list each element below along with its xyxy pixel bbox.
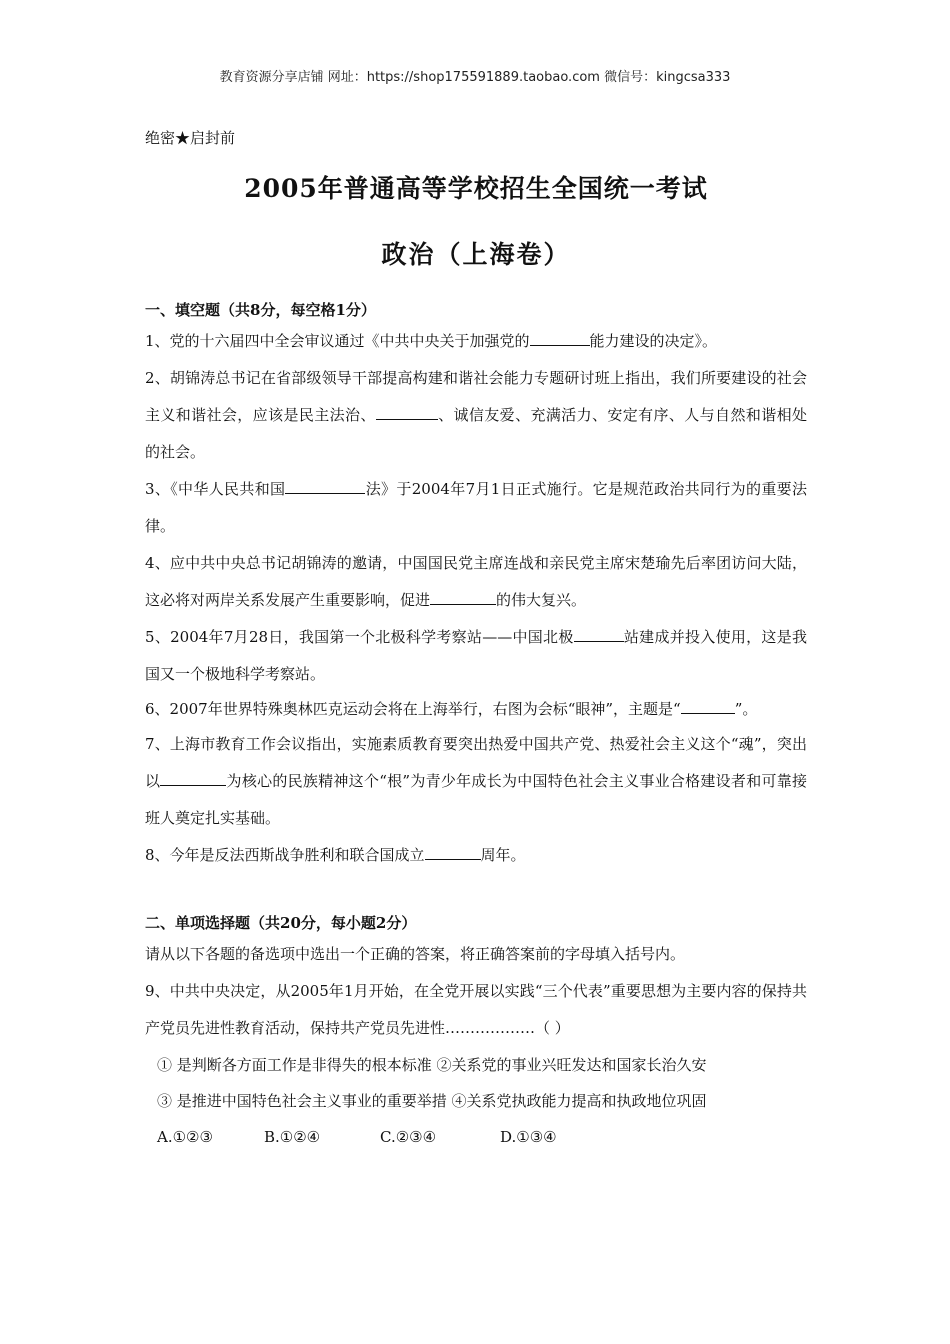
q1-blank [530,330,590,346]
q8-text-a: 8、今年是反法西斯战争胜利和联合国成立 [145,846,425,864]
question-7 [145,726,807,837]
choice-b[interactable]: B.①②④ [264,1128,321,1146]
question-9-stem: 9、中共中央决定，从2005年1月开始，在全党开展以实践“三个代表”重要思想为主要内容的保持共产党员先进性教育活动，保持共产党员先进性………………（ ） [145,982,807,1037]
question-3 [145,471,807,545]
q7-text-b: 为核心的民族精神这个“根”为青少年成长为中国特色社会主义事业合格建设者和可靠接班人奠定扎实基础。 [145,772,807,827]
question-4 [145,545,807,619]
question-1 [145,323,807,360]
question-5 [145,619,807,693]
question-9-choices [145,1119,807,1155]
q8-blank [425,844,481,860]
q3-text-a: 3、《中华人民共和国 [145,480,286,498]
q1-text-b: 能力建设的决定》。 [589,332,718,350]
question-2 [145,360,807,471]
q7-blank [160,770,226,786]
question-9-option-line-2: ③ 是推进中国特色社会主义事业的重要举措 ④关系党执政能力提高和执政地位巩固 [157,1092,707,1110]
section1-heading: 一、填空题（共8分，每空格1分） [145,301,376,319]
q5-text-a: 5、2004年7月28日，我国第一个北极科学考察站——中国北极 [145,628,574,646]
exam-subtitle: 政治（上海卷） [381,240,571,269]
q4-text-b: 的伟大复兴。 [496,591,587,609]
q6-text-a: 6、2007年世界特殊奥林匹克运动会将在上海举行，右图为会标“眼神”，主题是“ [145,700,681,718]
q3-text-b: 法》于2004年7月1日正式施行。它是规范政治共同行为的重要法律。 [145,480,808,535]
q8-text-b: 周年。 [480,846,526,864]
q6-text-b: ”。 [734,700,758,718]
question-6 [145,693,807,726]
q3-blank [285,478,365,494]
q5-text-b: 站建成并投入使用，这是我国又一个极地科学考察站。 [145,628,807,683]
section2-instruction: 请从以下各题的备选项中选出一个正确的答案，将正确答案前的字母填入括号内。 [145,945,686,963]
choice-d[interactable]: D.①③④ [500,1128,557,1146]
choice-c[interactable]: C.②③④ [380,1128,437,1146]
choice-a[interactable]: A.①②③ [157,1128,213,1146]
q7-text-a: 7、上海市教育工作会议指出，实施素质教育要突出热爱中国共产党、热爱社会主义这个“魂”，突出以 [145,735,807,790]
q4-text-a: 4、应中共中央总书记胡锦涛的邀请，中国国民党主席连战和亲民党主席宋楚瑜先后率团访问大陆，这必将对两岸关系发展产生重要影响，促进 [145,554,807,609]
q6-blank [681,698,735,714]
exam-title: 2005年普通高等学校招生全国统一考试 [244,174,708,203]
question-8 [145,837,807,874]
section2-heading: 二、单项选择题（共20分，每小题2分） [145,914,417,932]
q2-text-b: 、诚信友爱、充满活力、安定有序、人与自然和谐相处的社会。 [145,406,807,461]
secret-label: 绝密★启封前 [145,129,236,147]
page-header: 教育资源分享店铺 网址：https://shop175591889.taobao.com 微信号：kingcsa333 [219,70,731,85]
q1-text-a: 1、党的十六届四中全会审议通过《中共中央关于加强党的 [145,332,530,350]
q4-blank [430,589,496,605]
q5-blank [574,626,624,642]
q2-blank [376,404,438,420]
question-9-option-line-1: ① 是判断各方面工作是非得失的根本标准 ②关系党的事业兴旺发达和国家长治久安 [157,1056,707,1074]
exam-document [145,125,807,1155]
q2-text-a: 2、胡锦涛总书记在省部级领导干部提高构建和谐社会能力专题研讨班上指出，我们所要建设的社会主义和谐社会，应该是民主法治、 [145,369,807,424]
